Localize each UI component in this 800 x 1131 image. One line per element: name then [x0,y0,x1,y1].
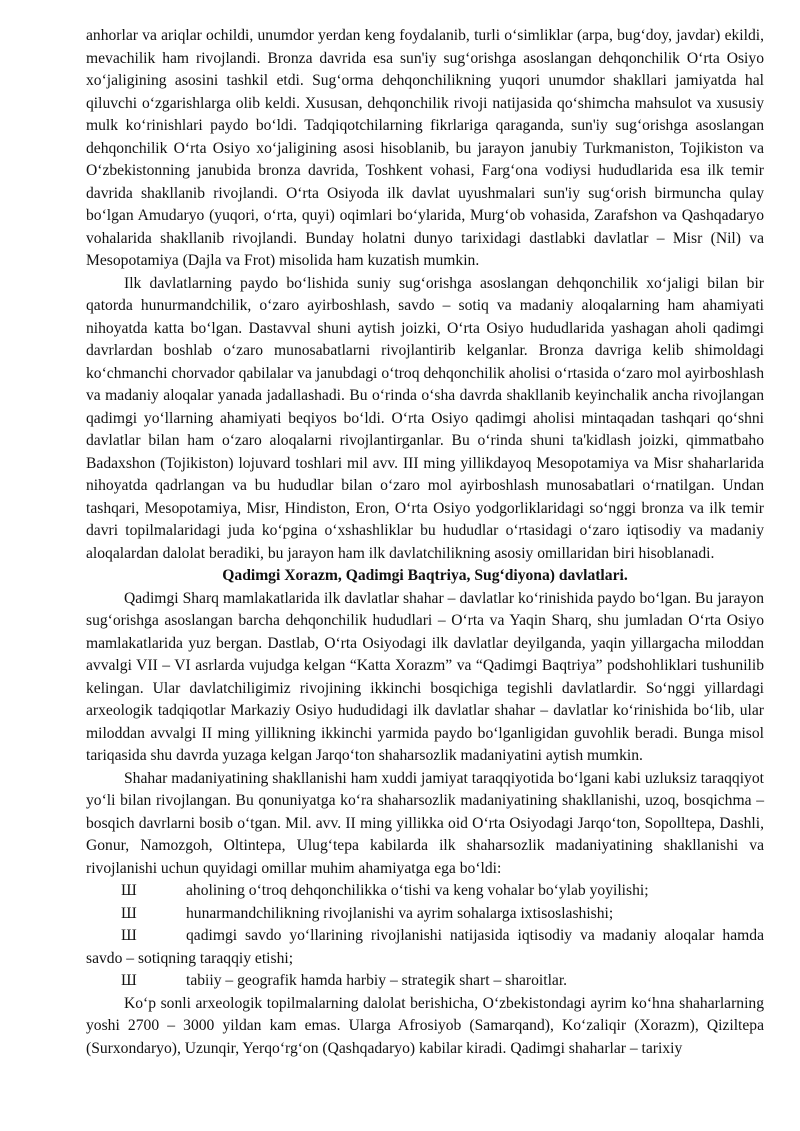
list-item [86,903,764,926]
paragraph-urban-culture: Shahar madaniyatining shakllanishi ham xuddi jamiyat taraqqiyotida bo‘lgani kabi uzluksiz taraqqiyot yo‘li bilan rivojlangan. Bu qonuniyatga ko‘ra shaharsozlik madaniyatining shakllanishi, uzoq, bosqichma – bosqich davrlarni bosib o‘tgan. Mil. avv. II ming yillikka oid O‘rta Osiyodagi Jarqo‘ton, Sopolltepa, Dashli, Gonur, Namozgoh, Oltintepa, Ulug‘tepa kabilarda ilk shaharsozlik madaniyatining shakllanishi va rivojlanishi uchun quyidagi omillar muhim ahamiyatga ega bo‘ldi: [86,769,764,877]
list-item [86,925,764,970]
document-page [86,25,764,1060]
list-item-text: qadimgi savdo yo‘llarining rivojlanishi natijasida iqtisodiy va madaniy aloqalar hamda savdo – sotiqning taraqqiy etishi; [86,927,764,967]
paragraph-early-states: Ilk davlatlarning paydo bo‘lishida suniy sug‘orishga asoslangan dehqonchilik xo‘jaligi bilan bir qatorda hunurmandchilik, o‘zaro ayirboshlash, savdo – sotiq va madaniy aloqalarning ham ahamiyati nihoyatda katta bo‘lgan. Dastavval shuni aytish joizki, O‘rta Osiyo hududlarida yashagan aholi qadimgi davrlardan boshlab o‘zaro munosabatlarni rivojlantirib kelganlar. Bronza davriga kelib shimoldagi ko‘chmanchi chorvador qabilalar va janubdagi o‘troq dehqonchilik aholisi o‘rtasida o‘zaro mol ayirboshlash va madaniy aloqalar yanada jadallashadi. Bu o‘rinda o‘sha davrda shakllanib keyinchalik ancha rivojlangan qadimgi yo‘llarning ahamiyati beqiyos bo‘ldi. O‘rta Osiyo qadimgi aholisi mintaqadan tashqari qo‘shni davlatlar bilan ham o‘zaro aloqalarni rivojlantirganlar. Bu o‘rinda shuni ta'kidlash joizki, qimmatbaho Badaxshon (Tojikiston) lojuvard toshlari mil avv. III ming yillikdayoq Mesopotamiya va Misr shaharlarida nihoyatda qadrlangan va bu hududlar bilan o‘zaro mol ayirboshlash munosabatlari o‘rnatilgan. Undan tashqari, Mesopotamiya, Misr, Hindiston, Eron, O‘rta Osiyo yodgorliklaridagi so‘nggi bronza va ilk temir davri topilmalaridagi juda ko‘pgina o‘xshashliklar bu hududlar o‘rtasidagi o‘zaro iqtisodiy va madaniy aloqalardan dalolat beradiki, bu jarayon ham ilk davlatchilikning asosiy omillaridan biri hisoblanadi. [86,274,764,562]
section-heading: Qadimgi Xorazm, Qadimgi Baqtriya, Sug‘diyona) davlatlari. [222,567,628,584]
bullet-marker: Ш [121,904,137,922]
list-item [86,970,764,993]
bullet-marker: Ш [121,972,137,989]
paragraph-ancient-cities: Ko‘p sonli arxeologik topilmalarning dalolat berishicha, O‘zbekistondagi ayrim ko‘hna shaharlarning yoshi 2700 – 3000 yildan kam emas. Ularga Afrosiyob (Samarqand), Ko‘zaliqir (Xorazm), Qiziltepa (Surxondaryo), Uzunqir, Yerqo‘rg‘on (Qashqadaryo) kabilar kiradi. Qadimgi shaharlar – tarixiy [86,994,764,1057]
list-item-text: tabiiy – geografik hamda harbiy – strategik shart – sharoitlar. [186,972,568,989]
list-item-text: hunarmandchilikning rivojlanishi va ayrim sohalarga ixtisoslashishi; [186,904,614,922]
bullet-marker: Ш [121,882,137,899]
bullet-marker: Ш [121,927,137,944]
paragraph-irrigation: anhorlar va ariqlar ochildi, unumdor yerdan keng foydalanib, turli o‘simliklar (arpa, bug‘doy, javdar) ekildi, mevachilik ham rivojlandi. Bronza davrida esa sun'iy sug‘orishga asoslangan dehqonchilik O‘rta Osiyo xo‘jaligining asosini tashkil etdi. Sug‘orma dehqonchilikning yuqori unumdor shakllari jamiyatda hal qiluvchi o‘zgarishlarga olib keldi. Xususan, dehqonchilik rivoji natijasida qo‘shimcha mahsulot va xususiy mulk ko‘rinishlari paydo bo‘ldi. Tadqiqotchilarning fikrlariga qaraganda, sun'iy sug‘orishga asoslangan dehqonchilik O‘rta Osiyo xo‘jaligining asosi hisoblanib, bu jarayon janubiy Turkmaniston, Tojikiston va O‘zbekistonning janubida bronza davrida, Toshkent vohasi, Farg‘ona vodiysi hududlarida esa ilk temir davrida shakllanib rivojlandi. O‘rta Osiyoda ilk davlat uyushmalari sun'iy sug‘orish birmuncha qulay bo‘lgan Amudaryo (yuqori, o‘rta, quyi) oqimlari bo‘ylarida, Murg‘ob vohasida, Zarafshon va Qashqadaryo vohalarida shakllanib rivojlandi. Bunday holatni dunyo tarixidagi dastlabki davlatlar – Misr (Nil) va Mesopotamiya (Dajla va Frot) misolida ham kuzatish mumkin. [86,27,764,269]
list-item [86,880,764,903]
paragraph-city-states: Qadimgi Sharq mamlakatlarida ilk davlatlar shahar – davlatlar ko‘rinishida paydo bo‘lgan. Bu jarayon sug‘orishga asoslangan barcha dehqonchilik hududlari – O‘rta va Yaqin Sharq, shu jumladan O‘rta Osiyo mamlakatlarida yuz bergan. Dastlab, O‘rta Osiyodagi ilk davlatlar deyilganda, yaqin yillargacha miloddan avvalgi VII – VI asrlarda vujudga kelgan “Katta Xorazm” va “Qadimgi Baqtriya” podshohliklari tushunilib kelingan. Ular davlatchiligimiz rivojining ikkinchi bosqichiga tegishli davlatlardir. So‘nggi yillardagi arxeologik tadqiqotlar Markaziy Osiyo hududidagi ilk davlatlar shahar – davlatlar ko‘rinishida bo‘lib, ular miloddan avvalgi II ming yillikning ikkinchi yarmida paydo bo‘lganligidan guvohlik beradi. Bunga misol tariqasida shu davrda yuzaga kelgan Jarqo‘ton shaharsozlik madaniyatini aytish mumkin. [86,589,764,764]
list-item-text: aholining o‘troq dehqonchilikka o‘tishi va keng vohalar bo‘ylab yoyilishi; [186,882,649,899]
